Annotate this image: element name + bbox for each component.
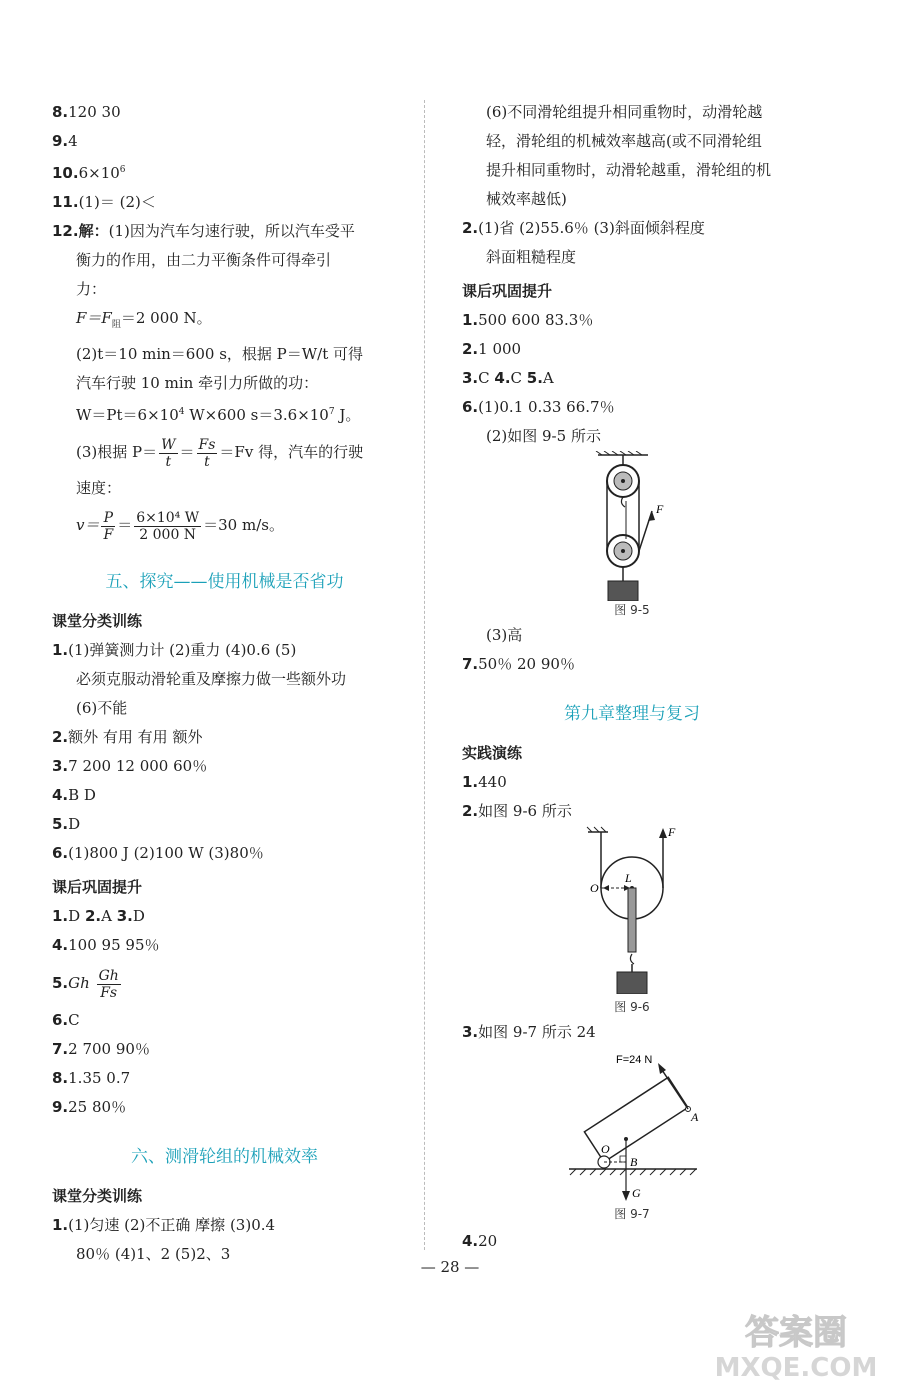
force-label: F: [656, 502, 664, 516]
answer-7: 7.50％ 20 90％: [462, 655, 575, 673]
lever-pulley-diagram: [462, 826, 802, 994]
answer-1: 1.(1)匀速 (2)不正确 摩擦 (3)0.4: [52, 1216, 276, 1234]
answer-4: 4.100 95 95％: [52, 936, 160, 954]
section-heading: 五、探究——使用机械是否省功: [105, 572, 344, 592]
arm-label: L: [625, 871, 632, 885]
text-line: 速度：: [76, 479, 122, 497]
answer-6: 6.(1)0.1 0.33 66.7％: [462, 398, 615, 416]
answer-5: 5.D: [52, 815, 81, 833]
answer-8: 8.1.35 0.7: [52, 1069, 131, 1087]
text-line: (6)不能: [76, 699, 128, 717]
subsection-heading: 课后巩固提升: [462, 282, 553, 300]
text-line: 斜面粗糙程度: [486, 248, 577, 266]
answer-2: 2.额外 有用 有用 额外: [52, 728, 203, 746]
watermark-logo: [706, 1302, 886, 1382]
force-label: F=24 N: [616, 1054, 653, 1066]
answer-9: 9.25 80％: [52, 1098, 127, 1116]
answer-1: 1.500 600 83.3％: [462, 311, 594, 329]
figure-9-7: [462, 1047, 802, 1227]
left-column: [52, 98, 397, 1269]
point-label: B: [630, 1155, 638, 1169]
answer-3: 3.7 200 12 000 60％: [52, 757, 208, 775]
right-column: [462, 98, 802, 1256]
answer-3: 3.如图 9-7 所示 24: [462, 1023, 596, 1041]
answer-6: 6.(1)800 J (2)100 W (3)80％: [52, 844, 264, 862]
figure-caption: 图 9-7: [614, 1207, 650, 1221]
point-label: A: [691, 1110, 699, 1124]
column-divider: [424, 100, 425, 1250]
text-line: 提升相同重物时，动滑轮越重，滑轮组的机: [486, 161, 772, 179]
equation-line: v＝ $\frac{P}{F}$ ＝ $\frac{\text{6×10⁴ W}}{2 000 N}$ ＝30 m/s。: [76, 509, 284, 543]
text-line: 轻，滑轮组的机械效率越高(或不同滑轮组: [486, 132, 762, 150]
fraction: $\frac{W}{t}$: [161, 436, 176, 470]
text-line: 力：: [76, 280, 107, 298]
pivot-label: O: [590, 881, 599, 895]
gravity-label: G: [632, 1186, 641, 1200]
text-line: 械效率越低): [486, 190, 567, 208]
answer-8: 8.120 30: [52, 103, 121, 121]
figure-caption: 图 9-5: [614, 603, 650, 617]
section-heading: 第九章整理与复习: [564, 704, 700, 724]
text-line: 汽车行驶 10 min 牵引力所做的功：: [76, 374, 319, 392]
answer-12: 12.解：(1)因为汽车匀速行驶，所以汽车受平: [52, 222, 355, 240]
answer-6: 6.C: [52, 1011, 80, 1029]
page-number: — 28 —: [420, 1258, 480, 1276]
figure-caption: 图 9-6: [614, 1000, 650, 1014]
pulley-diagram: [462, 451, 802, 601]
force-label: F: [668, 826, 676, 839]
equation-line: $F=F_阻=2$ 000 N。: [76, 309, 212, 330]
answer-3-5: 3.C 4.C 5.A: [462, 369, 554, 387]
text-line: 必须克服动滑轮重及摩擦力做一些额外功: [76, 670, 347, 688]
inclined-lever-diagram: [462, 1047, 802, 1203]
equation-line: (3)根据 P＝ $\frac{W}{t}$ ＝ $\frac{Fs}{t}$ ＝Fv 得，汽车的行驶: [76, 436, 364, 470]
fraction: $\frac{Fs}{t}$: [198, 436, 216, 470]
answer-2: 2.(1)省 (2)55.6％ (3)斜面倾斜程度: [462, 219, 705, 237]
section-heading: 六、测滑轮组的机械效率: [131, 1147, 318, 1167]
watermark-text: 答案圈: [745, 1313, 847, 1353]
fraction: $\frac{Gh}{Fs}$: [98, 967, 119, 1001]
subsection-heading: 实践演练: [462, 744, 523, 762]
answer-1: 1.(1)弹簧测力计 (2)重力 (4)0.6 (5): [52, 641, 297, 659]
answer-5: 5.Gh $\frac{Gh}{Fs}$: [52, 967, 119, 1001]
text-line: (3)高: [486, 626, 523, 644]
answer-9: 9.4: [52, 132, 78, 150]
subsection-heading: 课堂分类训练: [52, 1187, 143, 1205]
answer-4: 4.B D: [52, 786, 96, 804]
text-line: (2)如图 9-5 所示: [486, 427, 601, 445]
equation-line: $W=Pt=6\times 10^4$ W×600 $s=3.6\times 10^7$ J。: [76, 406, 361, 424]
pivot-label: O: [601, 1142, 610, 1156]
watermark-graphic: [706, 1302, 886, 1382]
figure-9-6: [462, 826, 802, 1018]
fraction: $\frac{\text{6×10⁴ W}}{2 000 N}$: [136, 509, 200, 543]
fraction: $\frac{P}{F}$: [103, 509, 114, 543]
subsection-heading: 课堂分类训练: [52, 612, 143, 630]
answer-4: 4.20: [462, 1232, 498, 1250]
answer-2: 2.如图 9-6 所示: [462, 802, 572, 820]
text-line: 80％ (4)1、2 (5)2、3: [76, 1245, 231, 1263]
answer-2: 2.1 000: [462, 340, 522, 358]
figure-9-5: [462, 451, 802, 621]
answer-11: 11.(1)＝ (2)＜: [52, 193, 156, 211]
answer-7: 7.2 700 90％: [52, 1040, 150, 1058]
watermark-url: MXQE.COM: [714, 1353, 878, 1382]
text-line: 衡力的作用，由二力平衡条件可得牵引: [76, 251, 332, 269]
text-line: (2)t＝10 min＝600 s，根据 P＝W/t 可得: [76, 345, 364, 363]
text-line: (6)不同滑轮组提升相同重物时，动滑轮越: [486, 103, 763, 121]
answer-1: 1.440: [462, 773, 507, 791]
answer-10: $10.6\times 10^6$: [52, 164, 126, 182]
answer-1-3: 1.D 2.A 3.D: [52, 907, 145, 925]
subsection-heading: 课后巩固提升: [52, 878, 143, 896]
